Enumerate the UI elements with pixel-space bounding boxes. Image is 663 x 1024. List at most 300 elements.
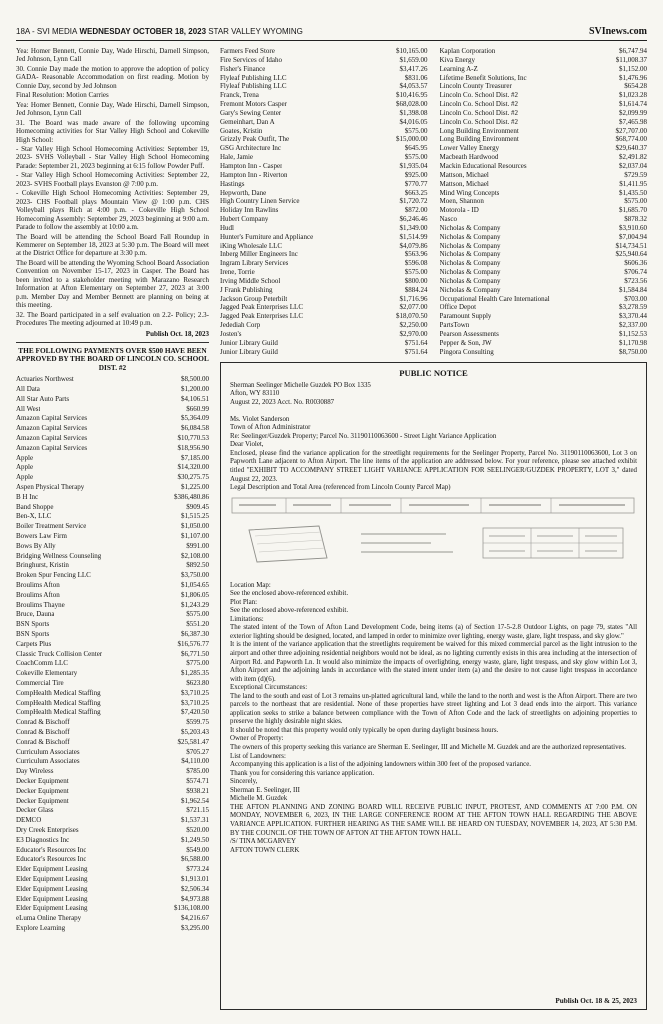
payment-amount: $1,806.05 (181, 590, 209, 599)
payment-row (16, 473, 209, 483)
payee-name: Learning A-Z (439, 64, 478, 73)
payment-amount: $1,435.50 (619, 188, 647, 197)
payment-amount: $706.74 (624, 268, 647, 277)
payment-row (440, 153, 648, 162)
payee-name: Broulims Thayne (16, 600, 65, 609)
board-minutes (16, 47, 209, 328)
payment-row (16, 689, 209, 699)
payee-name: CoachComm LLC (16, 659, 68, 668)
payment-amount: $596.08 (404, 259, 428, 268)
payment-amount: $1,170.98 (619, 338, 647, 347)
payment-amount: $606.36 (624, 259, 647, 268)
payment-amount: $551.20 (186, 620, 209, 629)
payment-row (440, 82, 648, 91)
payment-amount: $549.00 (186, 845, 209, 854)
payment-amount: $4,973.88 (181, 894, 209, 903)
payment-amount: $872.00 (404, 206, 428, 215)
payee-name: Grizzly Peak Outfit, The (220, 135, 290, 144)
payments-column-1 (16, 375, 209, 933)
payment-amount: $800.00 (404, 276, 428, 285)
payment-amount: $10,165.00 (396, 47, 428, 55)
payee-name: Educator's Resources Inc (16, 845, 87, 854)
payee-name: Mattson, Michael (439, 179, 489, 188)
payment-row (440, 268, 648, 277)
payment-amount: $1,050.00 (181, 522, 209, 531)
payment-amount: $68,774.00 (615, 135, 647, 144)
payee-name: Amazon Capital Services (16, 414, 88, 423)
payment-amount: $6,084.58 (181, 424, 209, 433)
payee-name: Long Building Environment (439, 135, 519, 144)
minutes-paragraph: - Star Valley High School Homecoming Activities: September 19, 2023- SVHS Volleyball - Star Valley High School Homecoming Parade: September 21, 2023 beginning at 6:15 follow Powder Puff. (16, 144, 209, 170)
payment-row (440, 259, 648, 268)
payee-name: Curriculum Associates (16, 757, 80, 766)
payment-amount: $15,000.00 (396, 135, 428, 144)
payment-amount: $4,216.67 (181, 914, 209, 923)
payment-amount: $884.24 (404, 285, 428, 294)
payment-row (220, 135, 428, 144)
payment-row (220, 74, 428, 83)
payment-amount: $892.50 (186, 561, 209, 570)
payee-name: Nicholas & Company (439, 268, 501, 277)
payment-amount: $3,710.25 (181, 698, 209, 707)
payee-name: Actuaries Northwest (16, 375, 74, 384)
payee-name: Goates, Kristin (220, 126, 263, 135)
payment-row (16, 875, 209, 885)
payee-name: Pingora Consulting (439, 347, 494, 356)
payment-row (16, 826, 209, 836)
payment-amount: $775.00 (186, 659, 209, 668)
payment-row (16, 630, 209, 640)
payee-name: Lincoln Co. School Dist. #2 (439, 117, 519, 126)
minutes-paragraph: - Star Valley High School Homecoming Activities: September 22, 2023- SVHS Football plays Evanston @ 7:00 p.m. (16, 171, 209, 188)
payee-name: Franck, Trena (220, 91, 259, 100)
payee-name: Hampton Inn - Casper (220, 161, 283, 170)
payment-amount: $1,935.04 (399, 161, 428, 170)
notice-paragraph: See the enclosed above-referenced exhibit. (230, 590, 349, 598)
payment-row (440, 295, 648, 304)
payment-row (16, 669, 209, 679)
payment-row (440, 189, 648, 198)
payment-amount: $1,411.95 (619, 179, 647, 188)
payment-amount: $2,337.00 (619, 321, 647, 330)
payee-name: Mattson, Michael (439, 170, 489, 179)
payee-name: DEMCO (16, 816, 42, 825)
payment-row (220, 215, 428, 224)
payee-name: Bruce, Dauna (16, 610, 55, 619)
payee-name: Decker Equipment (16, 776, 69, 785)
payment-row (440, 312, 648, 321)
notice-paragraph (230, 407, 637, 416)
payment-amount: $3,417.26 (399, 64, 428, 73)
payment-row (220, 118, 428, 127)
payment-row (220, 171, 428, 180)
payee-name: Flyleaf Publishing LLC (220, 73, 287, 82)
notice-paragraph: Dear Violet, (230, 441, 264, 449)
payment-row (440, 100, 648, 109)
payment-row (440, 215, 648, 224)
payee-name: eLuma Online Therapy (16, 914, 82, 923)
payee-name: Office Depot (439, 303, 477, 312)
payment-row (440, 224, 648, 233)
right-section (220, 47, 647, 1010)
payee-name: Elder Equipment Leasing (16, 865, 88, 874)
masthead-site: SVInews.com (588, 26, 647, 37)
payment-amount: $770.77 (404, 179, 428, 188)
payment-amount: $3,750.00 (181, 571, 209, 580)
page-columns (16, 47, 647, 1010)
payments-columns-2-3 (220, 47, 647, 357)
payment-row (16, 816, 209, 826)
payee-name: Boiler Treatment Service (16, 522, 87, 531)
payment-amount: $1,243.29 (181, 600, 209, 609)
payee-name: Lifetime Benefit Solutions, Inc (439, 73, 527, 82)
payee-name: Kiva Energy (439, 55, 475, 64)
payment-row (440, 233, 648, 242)
payee-name: B H Inc (16, 492, 39, 501)
notice-paragraph: Owner of Property: (230, 735, 284, 743)
notice-body (230, 582, 637, 856)
payment-row (16, 797, 209, 807)
payee-name: Lincoln Co. School Dist. #2 (439, 91, 519, 100)
payment-amount: $2,037.04 (619, 161, 647, 170)
payment-amount: $3,910.60 (619, 223, 647, 232)
payment-amount: $1,398.08 (399, 108, 428, 117)
payment-row (220, 295, 428, 304)
payment-row (16, 591, 209, 601)
payee-name: Jedediah Corp (220, 321, 261, 330)
payment-row (16, 679, 209, 689)
payment-amount: $5,203.43 (181, 727, 209, 736)
notice-paragraph: /S/ TINA MCGARVEY (230, 838, 296, 846)
payment-amount: $660.99 (186, 404, 209, 413)
payment-row (440, 286, 648, 295)
payee-name: Apple (16, 473, 34, 482)
payment-amount: $4,053.57 (399, 82, 428, 91)
payment-amount: $878.32 (624, 215, 647, 224)
notice-paragraph: Plot Plan: (230, 598, 257, 606)
payment-row (440, 171, 648, 180)
payee-name: Broken Spur Fencing LLC (16, 571, 91, 580)
notice-publish-line: Publish Oct. 18 & 25, 2023 (555, 996, 637, 1005)
payment-row (220, 65, 428, 74)
notice-paragraph: Michelle M. Guzdek (230, 795, 288, 803)
payee-name: Holiday Inn Rawlins (220, 206, 279, 215)
payment-amount: $10,416.95 (396, 91, 428, 100)
payee-name: All West (16, 404, 41, 413)
payment-row (16, 581, 209, 591)
payment-row (16, 767, 209, 777)
payment-amount: $991.00 (186, 541, 209, 550)
payment-row (220, 312, 428, 321)
payment-row (220, 197, 428, 206)
notice-paragraph: Sherman Seelinger Michelle Guzdek PO Box 1335 (230, 381, 371, 389)
payment-amount: $1,054.65 (181, 581, 209, 590)
payee-name: Commercial Tire (16, 678, 64, 687)
payment-row (220, 259, 428, 268)
payment-row (220, 268, 428, 277)
payment-amount: $68,028.00 (396, 100, 428, 109)
payee-name: Day Wireless (16, 767, 54, 776)
payment-amount: $2,250.00 (399, 321, 428, 330)
payment-amount: $599.75 (186, 718, 209, 727)
payment-row (220, 189, 428, 198)
payee-name: Hale, Jamie (220, 153, 254, 162)
payee-name: Elder Equipment Leasing (16, 894, 88, 903)
payee-name: Bows By Ally (16, 541, 56, 550)
payment-row (16, 846, 209, 856)
payment-amount: $11,008.37 (615, 55, 647, 64)
payment-amount: $663.25 (404, 188, 428, 197)
payment-amount: $1,962.54 (181, 796, 209, 805)
payment-row (220, 162, 428, 171)
payment-amount: $2,491.82 (619, 153, 647, 162)
payment-row (440, 127, 648, 136)
payment-row (440, 250, 648, 259)
payment-row (16, 806, 209, 816)
payment-row (440, 109, 648, 118)
payment-amount: $3,295.00 (181, 923, 209, 932)
payee-name: Dry Creek Enterprises (16, 825, 79, 834)
payment-amount: $751.64 (404, 338, 428, 347)
payment-amount: $575.00 (624, 197, 647, 206)
payment-amount: $6,747.94 (619, 47, 647, 55)
payments-heading: THE FOLLOWING PAYMENTS OVER $500 HAVE BEEN APPROVED BY THE BOARD OF LINCOLN CO. SCHOOL DIST. #2 (16, 345, 209, 372)
payee-name: All Star Auto Parts (16, 394, 70, 403)
payment-amount: $1,913.01 (181, 874, 209, 883)
notice-paragraph: Re: Seelinger/Guzdek Property; Parcel No. 31190110063600 - Street Light Variance Application (230, 432, 497, 440)
payment-amount: $2,970.00 (399, 330, 428, 338)
payee-name: Nicholas & Company (439, 259, 501, 268)
payment-row (16, 571, 209, 581)
payment-amount: $4,079.86 (399, 241, 428, 250)
payment-row (16, 424, 209, 434)
payee-name: CompHealth Medical Staffing (16, 698, 101, 707)
minutes-paragraph: Yea: Homer Bennett, Connie Day, Wade Hirschi, Darnell Simpson, Jed Johnson, Lynn Call (16, 100, 209, 118)
public-notice-title: PUBLIC NOTICE (399, 367, 468, 378)
payment-amount: $14,320.00 (177, 463, 209, 472)
payment-amount: $645.95 (404, 144, 428, 153)
payment-amount: $8,500.00 (181, 375, 209, 384)
payment-amount: $831.06 (404, 73, 428, 82)
payment-amount: $751.64 (404, 347, 428, 356)
public-notice-box (220, 362, 647, 1010)
payee-name: Apple (16, 463, 34, 472)
payment-row (220, 224, 428, 233)
payee-name: Junior Library Guild (220, 338, 278, 347)
payment-row (16, 924, 209, 934)
notice-paragraph: The stated intent of the Town of Afton Land Development Code, being items (a) of Section 17-5-2.8 Outdoor Lights, on page 79, states "All exterior lighting should be designed, located, and lamped in order to minimize over lighting, energy waste, glare, light trespass, and sky glow." (230, 624, 637, 640)
payment-row (16, 787, 209, 797)
payment-row (16, 512, 209, 522)
payment-row (16, 444, 209, 454)
payee-name: Classic Truck Collision Center (16, 649, 103, 658)
payment-row (16, 395, 209, 405)
payee-name: Bringhurst, Kristin (16, 561, 69, 570)
payment-row (16, 699, 209, 709)
payee-name: Hampton Inn - Riverton (220, 170, 288, 179)
payment-row (16, 640, 209, 650)
payment-amount: $29,640.37 (615, 144, 647, 153)
payee-name: Decker Equipment (16, 786, 69, 795)
payee-name: Jagged Peak Enterprises LLC (220, 303, 304, 312)
payee-name: Cokeville Elementary (16, 669, 78, 678)
payment-amount: $773.24 (186, 865, 209, 874)
payee-name: iKing Wholesale LLC (220, 241, 283, 250)
payee-name: Decker Equipment (16, 796, 69, 805)
payment-row (16, 463, 209, 473)
payee-name: Educator's Resources Inc (16, 855, 87, 864)
payee-name: Fire Services of Idaho (220, 55, 283, 64)
notice-paragraph: AFTON TOWN CLERK (230, 846, 300, 854)
payment-row (16, 493, 209, 503)
payee-name: Irene, Torrie (220, 268, 255, 277)
payment-amount: $3,370.44 (619, 312, 647, 321)
payee-name: High Country Linen Service (220, 197, 300, 206)
payee-name: Decker Glass (16, 806, 54, 815)
payment-row (16, 650, 209, 660)
payee-name: Conrad & Bischoff (16, 718, 70, 727)
payment-amount: $1,349.00 (399, 223, 428, 232)
payment-amount: $2,108.00 (181, 551, 209, 560)
payment-row (440, 91, 648, 100)
payment-row (16, 561, 209, 571)
payment-amount: $1,225.00 (181, 483, 209, 492)
notice-paragraph: The owners of this property seeking this variance are Sherman E. Seelinger, III and Michelle M. Guzdek and are the authorized representatives. (230, 744, 626, 752)
payment-amount: $575.00 (186, 610, 209, 619)
payment-amount: $785.00 (186, 767, 209, 776)
payment-amount: $25,940.64 (615, 250, 647, 259)
payee-name: Bridging Wellness Counseling (16, 551, 102, 560)
payment-row (440, 180, 648, 189)
payment-amount: $1,584.84 (619, 285, 647, 294)
payment-amount: $703.00 (624, 294, 647, 303)
payee-name: Lower Valley Energy (439, 144, 500, 153)
payment-row (16, 895, 209, 905)
notice-paragraph: Limitations: (230, 615, 264, 623)
payment-amount: $386,480.86 (174, 492, 209, 501)
payee-name: CompHealth Medical Staffing (16, 708, 101, 717)
notice-paragraph: Afton, WY 83110 (230, 390, 280, 398)
masthead (16, 26, 647, 37)
payee-name: Carpets Plus (16, 639, 52, 648)
payment-row (220, 286, 428, 295)
payee-name: Nicholas & Company (439, 223, 501, 232)
payment-row (16, 454, 209, 464)
notice-paragraph: Sincerely, (230, 778, 258, 786)
notice-paragraph: Thank you for considering this variance application. (230, 769, 375, 777)
payment-row (16, 885, 209, 895)
payment-row (16, 748, 209, 758)
payment-row (16, 601, 209, 611)
payment-amount: $623.80 (186, 678, 209, 687)
payee-name: Hastings (220, 179, 245, 188)
payment-row (16, 904, 209, 914)
notice-paragraph: August 22, 2023 Acct. No. R0030887 (230, 398, 335, 406)
payee-name: Hudl (220, 223, 234, 232)
payment-row (440, 144, 648, 153)
payment-row (440, 118, 648, 127)
payment-row (16, 855, 209, 865)
payment-amount: $4,016.05 (399, 117, 428, 126)
payment-amount: $30,275.75 (177, 473, 209, 482)
payee-name: Apple (16, 453, 34, 462)
payment-row (16, 375, 209, 385)
payment-row (16, 532, 209, 542)
payee-name: Band Shoppe (16, 502, 54, 511)
notice-paragraph: List of Landowners: (230, 752, 286, 760)
payment-amount: $5,364.09 (181, 414, 209, 423)
payment-amount: $1,515.25 (181, 512, 209, 521)
payment-row (440, 277, 648, 286)
masthead-date: WEDNESDAY OCTOBER 18, 2023 (79, 27, 207, 36)
payee-name: Farmers Feed Store (220, 47, 275, 55)
payee-name: Ingram Library Services (220, 259, 289, 268)
payment-row (440, 348, 648, 357)
payee-name: Pepper & Son, JW (439, 338, 492, 347)
payments-column-3 (440, 47, 648, 357)
payee-name: Fremont Motors Casper (220, 100, 287, 109)
payee-name: Lincoln County Treasurer (439, 82, 512, 91)
payee-name: Amazon Capital Services (16, 443, 88, 452)
payment-amount: $1,152.53 (619, 330, 647, 338)
payment-amount: $3,710.25 (181, 688, 209, 697)
payment-row (16, 503, 209, 513)
payee-name: Broulims Afton (16, 590, 60, 599)
payment-amount: $16,576.77 (177, 639, 209, 648)
payment-row (16, 542, 209, 552)
payee-name: Hubert Company (220, 215, 269, 224)
minutes-paragraph: 32. The Board participated in a self evaluation on 2.2- Policy; 2.3- Procedures The meeting adjourned at 10:49 p.m. (16, 310, 209, 328)
minutes-paragraph: 30. Connie Day made the motion to approve the adoption of policy GADA- Reasonable Accommodation on first reading. Motion by Connie Day, second by Jed Johnson (16, 64, 209, 90)
payment-row (220, 233, 428, 242)
payee-name: Long Building Environment (439, 126, 519, 135)
parcel-map-drawing (230, 496, 637, 574)
payee-name: Lincoln Co. School Dist. #2 (439, 100, 519, 109)
payee-name: Jagged Peak Enterprises LLC (220, 312, 304, 321)
payee-name: E3 Diagnostics Inc (16, 835, 70, 844)
payee-name: Flyleaf Publishing LLC (220, 82, 287, 91)
notice-paragraph: It should be noted that this property would only typically be open during daylight business hours. (230, 726, 499, 734)
payment-amount: $18,956.90 (177, 443, 209, 452)
payment-row (16, 914, 209, 924)
payment-row (16, 385, 209, 395)
payment-amount: $1,614.74 (619, 100, 647, 109)
payee-name: Mind Wing Concepts (439, 188, 500, 197)
payee-name: Conrad & Bischoff (16, 727, 70, 736)
payment-amount: $6,246.46 (399, 215, 428, 224)
payee-name: Gary's Sewing Center (220, 108, 282, 117)
section-divider (16, 342, 209, 343)
payee-name: Curriculum Associates (16, 747, 80, 756)
minutes-paragraph: The Board will be attending the Wyoming School Board Association Convention on November 15-17, 2023 in Casper. The Board has been invited to a stakeholder meeting with Marazano Research Information at Afton Elementary on September 27, 2023 at 3:00 p.m. Member Day and Member Bennett are planning on being at this meeting. (16, 258, 209, 310)
payment-amount: $7,465.98 (619, 117, 647, 126)
payee-name: Nicholas & Company (439, 250, 501, 259)
payment-amount: $4,110.00 (181, 757, 209, 766)
minutes-paragraph: Yea: Homer Bennett, Connie Day, Wade Hirschi, Darnell Simpson, Jed Johnson, Lynn Call (16, 47, 209, 64)
payee-name: Nicholas & Company (439, 285, 501, 294)
payment-amount: $8,750.00 (619, 347, 647, 356)
payment-amount: $563.96 (404, 250, 428, 259)
notice-paragraph: Exceptional Circumstances: (230, 684, 308, 692)
payment-amount: $1,685.70 (619, 206, 647, 215)
notice-paragraph: THE AFTON PLANNING AND ZONING BOARD WILL RECEIVE PUBLIC INPUT, PROTEST, AND COMMENTS AT 7:00 P.M. ON MONDAY, NOVEMBER 6, 2023, IN THE LARGE CONFERENCE ROOM AT THE AFTON TOWN HALL REGARDING THE ABOVE VARIANCE APPLICATION. FURTHER HEARING AS THE SAME WILL BE HEARD ON TUESDAY, NOVEMBER 14, 2023, AT 5:30 P.M. BY THE COUNCIL OF THE TOWN OF AFTON AT THE AFTON TOWN HALL. (230, 803, 637, 837)
payment-row (16, 414, 209, 424)
payee-name: Elder Equipment Leasing (16, 874, 88, 883)
payment-amount: $1,537.31 (181, 816, 209, 825)
payment-amount: $18,070.50 (396, 312, 428, 321)
payee-name: Irving Middle School (220, 276, 281, 285)
payment-row (440, 303, 648, 312)
